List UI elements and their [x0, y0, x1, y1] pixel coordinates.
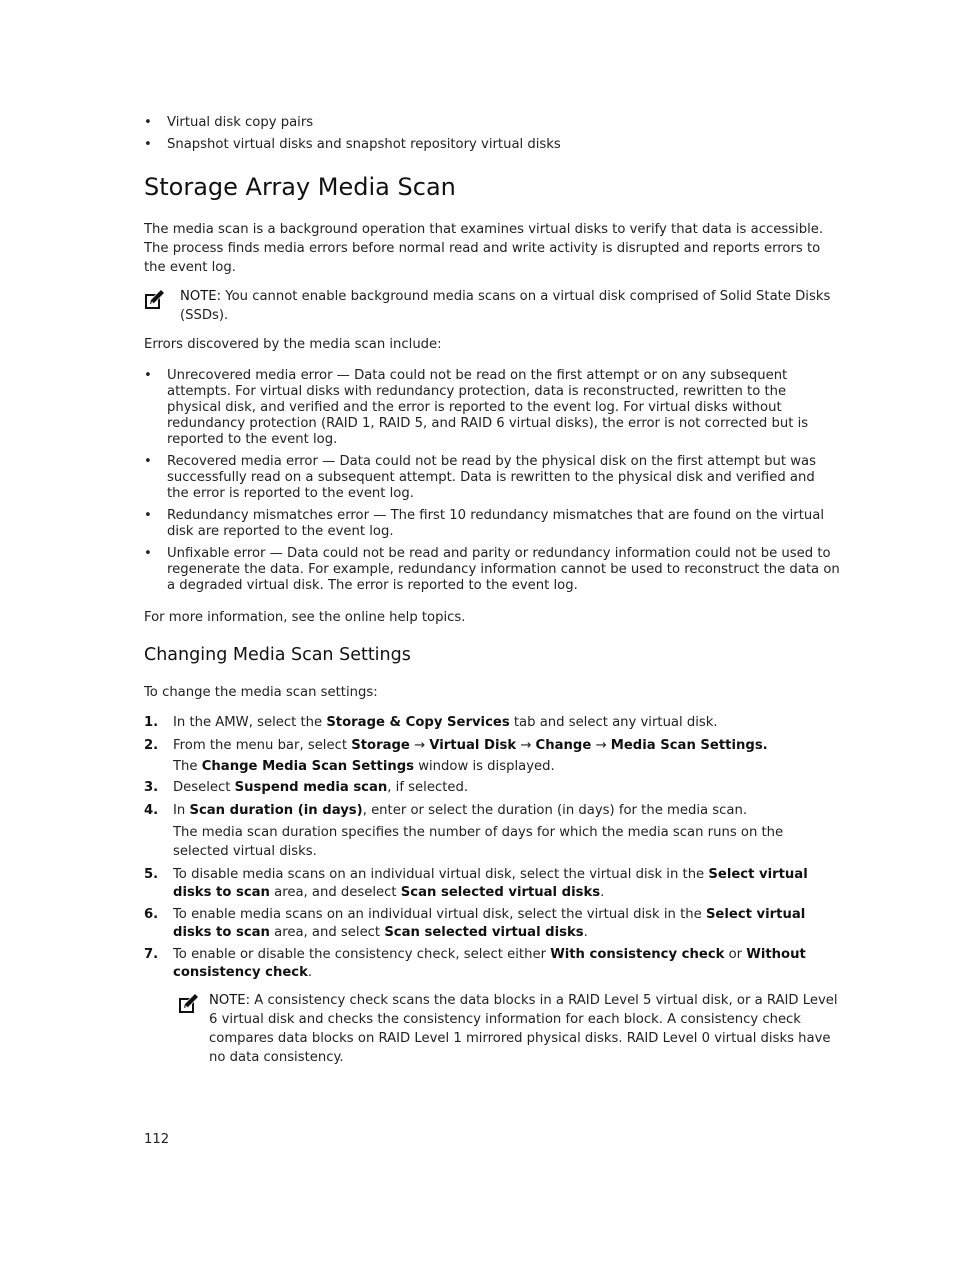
ui-term: Select virtual disks to scan	[173, 907, 806, 940]
arrow: →	[409, 737, 430, 753]
step-item	[144, 946, 840, 981]
note-text: A consistency check scans the data blocks in a RAID Level 5 virtual disk, or a RAID Level 6 virtual disk and checks the consistency information for each block. A consistency check compares data blocks on RAID Level 1 mirrored physical disks. RAID Level 0 virtual disks have no data consistency.	[209, 993, 838, 1065]
ui-term: Scan selected virtual disks	[384, 924, 584, 940]
step-text: window is displayed.	[414, 759, 555, 774]
page-content	[144, 112, 840, 1067]
note-label: NOTE:	[209, 993, 251, 1008]
list-item: • Recovered media error — Data could not be read by the physical disk on the first attempt but was successfully read on a subsequent attempt. Data is rewritten to the physical disk and verified and the error is reported to the event log.	[144, 454, 840, 502]
steps-list	[144, 779, 840, 819]
ui-term: Without consistency check	[173, 947, 806, 980]
list-item: • Virtual disk copy pairs	[144, 112, 840, 134]
page-number: 112	[144, 1132, 170, 1147]
step-text: To disable media scans on an individual virtual disk, select the virtual disk in the	[173, 867, 709, 882]
ui-term: Virtual Disk	[429, 737, 517, 753]
ui-term: Scan selected virtual disks	[400, 884, 601, 900]
step-text: To enable or disable the consistency check, select either	[173, 947, 551, 962]
list-item: • Redundancy mismatches error — The first 10 redundancy mismatches that are found on the virtual disk are reported to the event log.	[144, 508, 840, 540]
note-pencil-icon	[144, 290, 164, 310]
more-info-paragraph: For more information, see the online help topics.	[144, 610, 466, 625]
ui-term: With consistency check	[550, 947, 725, 962]
step-text: In the AMW, select the	[173, 715, 327, 730]
note-block	[144, 287, 840, 325]
step-text: , if selected.	[387, 780, 469, 795]
errors-list	[144, 368, 840, 594]
arrow: →	[516, 737, 536, 753]
list-item: • Snapshot virtual disks and snapshot repository virtual disks	[144, 134, 840, 156]
ui-term: Change	[535, 737, 592, 753]
step-text: From the menu bar, select	[173, 737, 352, 753]
steps-list	[144, 714, 840, 754]
step-text: Deselect	[173, 780, 235, 795]
step-item	[144, 802, 840, 820]
step-text: or	[724, 947, 747, 962]
step-number: 7.	[144, 947, 159, 962]
note-label: NOTE:	[180, 289, 222, 304]
ui-term: Storage	[351, 737, 410, 753]
step-text: , enter or select the duration (in days) for the media scan.	[362, 802, 748, 818]
ui-term: Suspend media scan	[234, 780, 388, 795]
steps-list	[144, 866, 840, 981]
step-text: In	[173, 802, 190, 818]
intro-paragraph: The media scan is a background operation that examines virtual disks to verify that data is accessible. The process finds media errors before normal read and write activity is disrupted and reports errors to the event log.	[144, 222, 824, 275]
step-number: 3.	[144, 780, 159, 795]
step-note	[144, 757, 840, 776]
step-text: .	[600, 884, 605, 900]
step-number: 4.	[144, 802, 159, 818]
step-text: To enable media scans on an individual virtual disk, select the virtual disk in the	[173, 907, 706, 922]
step-item	[144, 737, 840, 755]
note-pencil-icon	[178, 994, 198, 1014]
arrow: →	[591, 737, 611, 753]
top-bullet-list	[144, 112, 840, 156]
ui-term: Select virtual disks to scan	[173, 867, 808, 900]
step-note: The media scan duration specifies the number of days for which the media scan runs on the selected virtual disks.	[173, 825, 784, 859]
ui-term: Media Scan Settings.	[610, 737, 768, 753]
list-item: • Unfixable error — Data could not be read and parity or redundancy information could not be used to regenerate the data. For example, redundancy information cannot be used to reconstruct the data on a degraded virtual disk. The error is reported to the event log.	[144, 546, 840, 594]
step-number: 6.	[144, 907, 159, 922]
ui-term: Scan duration (in days)	[189, 802, 363, 818]
errors-intro: Errors discovered by the media scan include:	[144, 337, 442, 352]
step-item	[144, 779, 840, 797]
page-title: Storage Array Media Scan	[144, 173, 456, 201]
step-item	[144, 714, 840, 732]
ui-term: Storage & Copy Services	[326, 715, 510, 730]
step-item	[144, 906, 840, 941]
note-text: You cannot enable background media scans on a virtual disk comprised of Solid State Disks (SSDs).	[180, 289, 831, 323]
step-number: 2.	[144, 737, 159, 753]
note-block	[178, 991, 840, 1067]
step-number: 5.	[144, 867, 159, 882]
step-text: .	[583, 924, 588, 940]
section-title: Changing Media Scan Settings	[144, 645, 411, 665]
step-text: area, and select	[269, 924, 385, 940]
list-item: • Unrecovered media error — Data could not be read on the first attempt or on any subsequent attempts. For virtual disks with redundancy protection, data is reconstructed, rewritten to the physical disk, and verified and the error is reported to the event log. For virtual disks without redundancy protection (RAID 1, RAID 5, and RAID 6 virtual disks), the error is not corrected but is reported to the event log.	[144, 368, 840, 448]
step-item	[144, 866, 840, 901]
steps-intro: To change the media scan settings:	[144, 685, 378, 700]
step-number: 1.	[144, 715, 159, 730]
step-text: .	[307, 964, 313, 980]
step-text: tab and select any virtual disk.	[509, 715, 718, 730]
step-text: The	[173, 759, 202, 774]
step-text: area, and deselect	[269, 884, 401, 900]
ui-term: Change Media Scan Settings	[201, 759, 415, 774]
